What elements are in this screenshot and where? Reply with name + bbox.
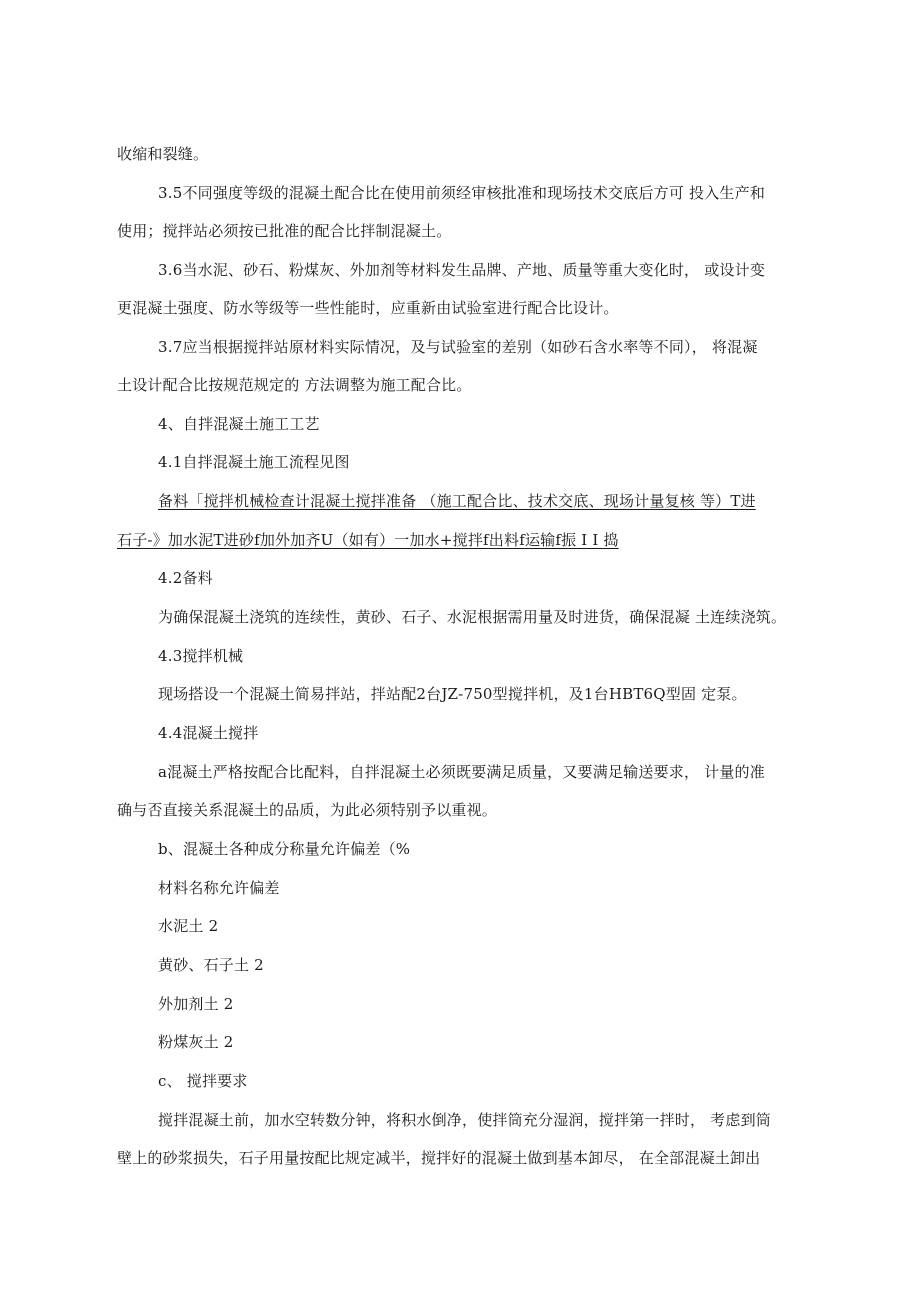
subheading-4-1: 4.1自拌混凝土施工流程见图 xyxy=(158,453,350,471)
subheading-4-3: 4.3搅拌机械 xyxy=(158,647,244,665)
subheading-4-4: 4.4混凝土搅拌 xyxy=(158,724,259,742)
table-row-cement: 水泥土 2 xyxy=(158,917,219,935)
subheading-c: c、 搅拌要求 xyxy=(158,1072,248,1090)
text-line-7: 土设计配合比按规范规定的 方法调整为施工配合比。 xyxy=(117,376,472,394)
text-line-4: 3.6当水泥、砂石、粉煤灰、外加剂等材料发生品牌、产地、质量等重大变化时， 或设计变 xyxy=(158,261,766,279)
text-line-18: 确与否直接关系混凝土的品质，为此必须特别予以重视。 xyxy=(117,801,498,819)
flow-line-1: 备料「搅拌机械检查计混凝土搅拌准备 （施工配合比、技术交底、现场计量复核 等）T进 xyxy=(158,492,756,510)
text-line-17: a混凝土严格按配合比配料，自拌混凝土必须既要满足质量，又要满足输送要求， 计量的准 xyxy=(158,763,765,781)
text-line-1: 收缩和裂缝。 xyxy=(117,145,209,163)
flow-line-2: 石子-》加水泥T进砂f加外加齐U（如有）一加水+搅拌f出料f运输f振 I I 捣 xyxy=(117,531,619,549)
section-heading-4: 4、自拌混凝土施工工艺 xyxy=(158,415,320,433)
table-row-admixture: 外加剂土 2 xyxy=(158,995,234,1013)
text-line-6: 3.7应当根据搅拌站原材料实际情况，及与试验室的差别（如砂石含水率等不同）， 将混凝 xyxy=(158,338,758,356)
table-row-sand-stone: 黄砂、石子土 2 xyxy=(158,956,264,974)
table-header: 材料名称允许偏差 xyxy=(158,879,280,897)
text-line-15: 现场搭设一个混凝土简易拌站，拌站配2台JZ-750型搅拌机，及1台HBT6Q型固 定泵。 xyxy=(158,685,747,703)
text-line-27: 壁上的砂浆损失，石子用量按配比规定减半，搅拌好的混凝土做到基本卸尽， 在全部混凝土卸出 xyxy=(117,1149,761,1167)
subheading-4-2: 4.2备料 xyxy=(158,569,213,587)
text-line-3: 使用；搅拌站必须按已批准的配合比拌制混凝土。 xyxy=(117,222,452,240)
text-line-19: b、混凝土各种成分称量允许偏差（% xyxy=(158,840,411,858)
text-line-26: 搅拌混凝土前，加水空转数分钟，将积水倒净，使拌筒充分湿润，搅拌第一拌时， 考虑到筒 xyxy=(158,1111,771,1129)
text-line-13: 为确保混凝土浇筑的连续性，黄砂、石子、水泥根据需用量及时进货，确保混凝 土连续浇筑。 xyxy=(158,608,787,626)
text-line-5: 更混凝土强度、防水等级等一些性能时，应重新由试验室进行配合比设计。 xyxy=(117,299,619,317)
table-row-fly-ash: 粉煤灰土 2 xyxy=(158,1033,234,1051)
text-line-2: 3.5不同强度等级的混凝土配合比在使用前须经审核批准和现场技术交底后方可 投入生产和 xyxy=(158,184,766,202)
